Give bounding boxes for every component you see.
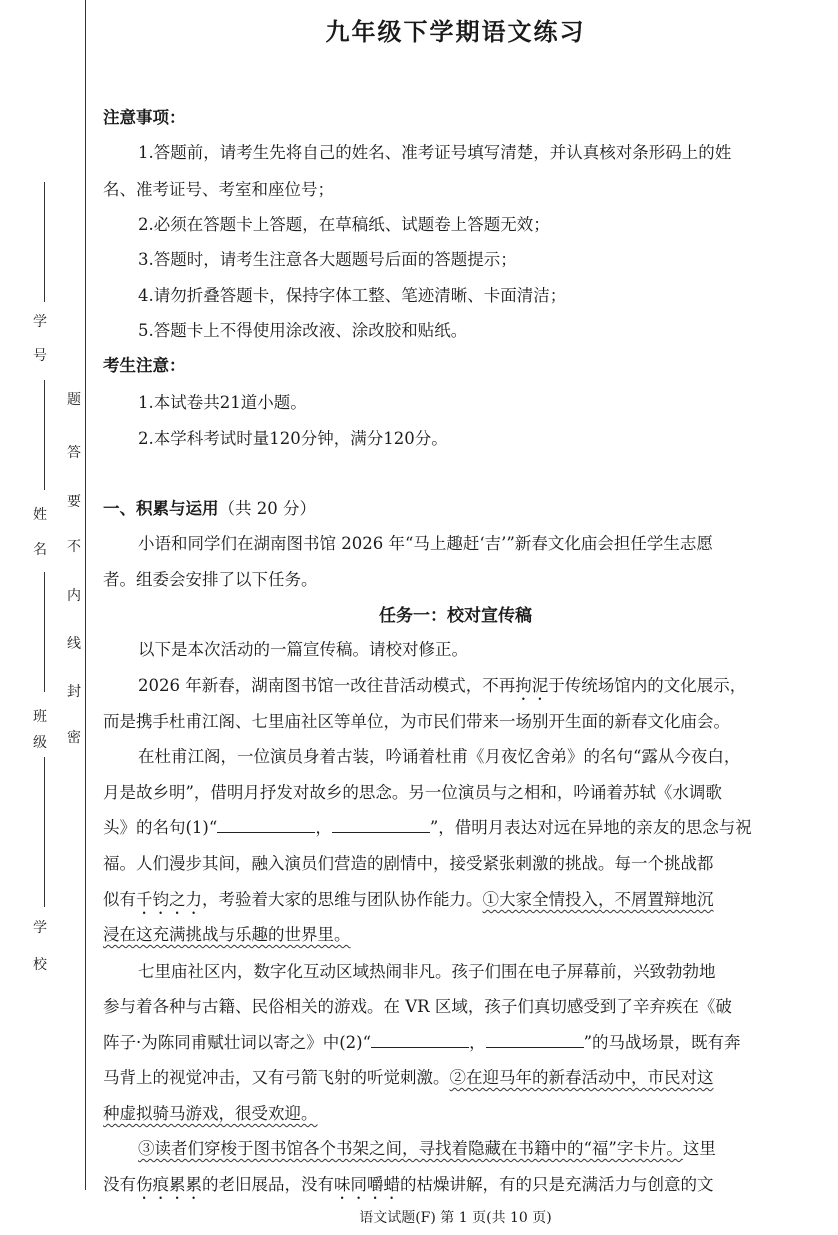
text-run: 的老旧展品，没有: [202, 1175, 334, 1194]
article-line: 参与着各种与古籍、民俗相关的游戏。在 VR 区域，孩子们真切感受到了辛弃疾在《破: [103, 997, 732, 1016]
article-line: 月是故乡明”，借明月抒发对故乡的思念。另一位演员与之相和，吟诵着苏轼《水调歌: [103, 783, 722, 802]
section-score: （共 20 分）: [218, 499, 316, 518]
answer-blank-1a[interactable]: [217, 818, 315, 833]
article-line: [103, 886, 714, 918]
text-run: 于传统场馆内的文化展示，: [548, 676, 747, 695]
seal-char: 要: [67, 494, 81, 510]
answer-blank-1b[interactable]: [332, 818, 430, 833]
article-line: [103, 1171, 714, 1203]
text-run: 马背上的视觉冲击，又有弓箭飞射的听觉刺激。: [103, 1068, 450, 1087]
wavy-underlined-sentence: ③读者们穿梭于图书馆各个书架之间，寻找着隐藏在书籍中的“福”字卡片。: [138, 1139, 683, 1158]
number-field-line: [44, 182, 45, 302]
margin-number-text: [0, 6, 2, 7]
wavy-underlined-sentence: 种虚拟骑马游戏，很受欢迎。: [103, 1104, 318, 1123]
name-label: 姓: [33, 507, 47, 523]
article-line: [138, 672, 746, 704]
article-line: 在杜甫江阁，一位演员身着古装，吟诵着杜甫《月夜忆舍弟》的名句“露从今夜白，: [138, 747, 741, 766]
section-intro-cont: 者。组委会安排了以下任务。: [103, 570, 318, 589]
section-heading: [103, 495, 316, 519]
candidate-notice-item: 2.本学科考试时量120分钟，满分120分。: [138, 429, 448, 448]
margin-school-text: [0, 0, 2, 1]
article-line: 福。人们漫步其间，融入演员们营造的剧情中，接受紧张刺激的挑战。每一个挑战都: [103, 854, 714, 873]
class-label-2: 级: [33, 735, 47, 751]
seal-line: [85, 0, 86, 1190]
article-line: [103, 1064, 714, 1088]
text-run: 的枯燥讲解，有的只是充满活力与创意的文: [400, 1175, 714, 1194]
text-run: ”的马战场景，既有奔: [583, 1033, 741, 1052]
dotted-word: 伤痕累累: [136, 1175, 202, 1194]
dotted-word: 拘泥: [515, 676, 549, 695]
number-label-2: 号: [33, 348, 47, 364]
seal-char: 题: [67, 392, 81, 408]
wavy-underlined-sentence: 浸在这充满挑战与乐趣的世界里。: [103, 925, 351, 944]
seal-char: 内: [67, 588, 81, 604]
notice-item: 名、准考证号、考室和座位号；: [103, 180, 334, 199]
number-label: 学: [33, 314, 47, 330]
seal-char: 答: [67, 445, 81, 461]
page-title: 九年级下学期语文练习: [325, 17, 586, 46]
seal-char: 不: [67, 539, 81, 555]
class-field-line-2: [44, 757, 45, 907]
article-line: [103, 1100, 318, 1124]
text-run: ，考验着大家的思维与团队协作能力。: [202, 890, 483, 909]
section-intro: 小语和同学们在湖南图书馆 2026 年“马上趣赶‘吉’”新春文化庙会担任学生志愿: [138, 534, 713, 553]
wavy-underlined-sentence: ②在迎马年的新春活动中，市民对这: [449, 1068, 714, 1087]
text-run: ”，借明月表达对远在异地的亲友的思念与祝: [429, 818, 752, 837]
candidate-notice-item: 1.本试卷共21道小题。: [138, 393, 307, 412]
answer-blank-2a[interactable]: [371, 1033, 469, 1048]
page-footer: 语文试题(F) 第 1 页(共 10 页): [359, 1210, 552, 1226]
task-title: 任务一：校对宣传稿: [379, 606, 532, 626]
text-run: 似有: [103, 890, 136, 909]
text-run: 这里: [682, 1139, 716, 1158]
margin-name-text: [0, 4, 2, 5]
text-run: 头》的名句(1)“: [103, 818, 218, 837]
class-label: 班: [33, 709, 47, 725]
school-label: 学: [33, 920, 47, 936]
notice-heading: 注意事项：: [103, 108, 186, 127]
article-line: [103, 814, 752, 838]
text-run: ，: [315, 818, 332, 837]
candidate-notice-heading: 考生注意：: [103, 356, 186, 375]
text-run: 2026 年新春，湖南图书馆一改往昔活动模式，不再: [138, 676, 516, 695]
seal-char: 密: [67, 730, 81, 746]
name-field-line: [44, 380, 45, 490]
notice-item: 3.答题时，请考生注意各大题题号后面的答题提示；: [138, 250, 517, 269]
wavy-underlined-sentence: ①大家全情投入，不屑置辩地沉: [482, 890, 714, 909]
margin-class-text: [0, 2, 2, 3]
notice-item: 5.答题卡上不得使用涂改液、涂改胶和贴纸。: [138, 321, 468, 340]
dotted-word: 千钧之力: [136, 890, 202, 909]
answer-blank-2b[interactable]: [486, 1033, 584, 1048]
name-label-2: 名: [33, 542, 47, 558]
dotted-word: 味同嚼蜡: [334, 1175, 400, 1194]
class-field-line: [44, 572, 45, 692]
article-line: [103, 921, 351, 945]
article-line: [138, 1135, 716, 1159]
seal-char: 线: [67, 636, 81, 652]
text-run: 没有: [103, 1175, 136, 1194]
binding-margin: [0, 0, 90, 1235]
section-title: 一、积累与运用: [103, 499, 219, 518]
text-run: 阵子·为陈同甫赋壮词以寄之》中(2)“: [103, 1033, 372, 1052]
article-line: [103, 1029, 741, 1053]
school-label-2: 校: [33, 957, 47, 973]
text-run: ，: [469, 1033, 486, 1052]
notice-item: 1.答题前，请考生先将自己的姓名、准考证号填写清楚，并认真核对条形码上的姓: [138, 143, 732, 162]
seal-char: 封: [67, 684, 81, 700]
task-description: 以下是本次活动的一篇宣传稿。请校对修正。: [138, 640, 468, 659]
notice-item: 2.必须在答题卡上答题，在草稿纸、试题卷上答题无效；: [138, 215, 550, 234]
notice-item: 4.请勿折叠答题卡，保持字体工整、笔迹清晰、卡面清洁；: [138, 286, 567, 305]
article-line: 而是携手杜甫江阁、七里庙社区等单位，为市民们带来一场别开生面的新春文化庙会。: [103, 712, 730, 731]
article-line: 七里庙社区内，数字化互动区域热闹非凡。孩子们围在电子屏幕前，兴致勃勃地: [138, 962, 716, 981]
